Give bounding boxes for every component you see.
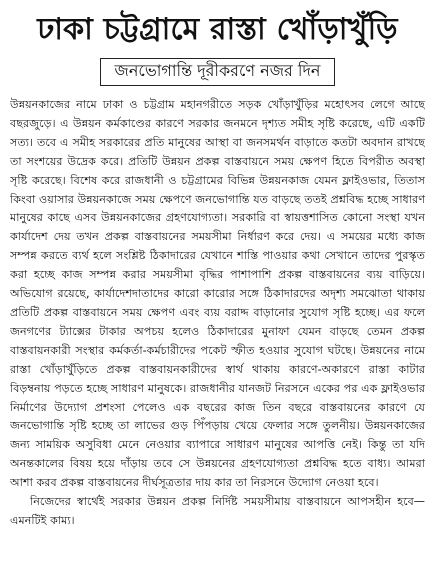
editorial-subheadline: জনভোগান্তি দূরীকরণে নজর দিন [100, 58, 336, 86]
body-paragraph: উন্নয়নকাজের নামে ঢাকা ও চট্টগ্রাম মহানগরীতে সড়ক খোঁড়াখুঁড়ির মহোৎসব লেগে আছে বছরজুড়ে। এ উন্নয়ন কর্মকাণ্ডের কারণে সরকার জনমনে দৃশ্যত সমীহ সৃষ্টি করেছে, এটি একটি সত্য। তবে এ সমীহ সরকারের প্রতি মানুষের আস্থা বা জনসমর্থন বাড়াতে কতটা অবদান রাখছে তা সংশয়ের উদ্রেক করে। প্রতিটি উন্নয়ন প্রকল্প বাস্তবায়নে সময় ক্ষেপণ হিতে বিপরীত অবস্থা সৃষ্টি করেছে। বিশেষ করে রাজধানী ও চট্টগ্রামের বিভিন্ন উন্নয়নকাজ যেমন ফ্লাইওভার, তিতাস কিংবা ওয়াসার উন্নয়নকাজে সময় ক্ষেপণে জনভোগান্তি যত বাড়ছে ততই প্রশ্নবিদ্ধ হচ্ছে সাধারণ মানুষের কাছে এসব উন্নয়নকাজের গ্রহণযোগ্যতা। সরকারি বা স্বায়ত্তশাসিত কোনো সংস্থা যখন কার্যাদেশ দেয় তখন প্রকল্প বাস্তবায়নের সময়সীমা নির্ধারণ করে দেয়। এ সময়ের মধ্যে কাজ সম্পন্ন করতে ব্যর্থ হলে সংশ্লিষ্ট ঠিকাদারের যেখানে শাস্তি পাওয়ার কথা সেখানে তাদের পুরস্কৃত করা হচ্ছে কাজ সম্পন্ন করার সময়সীমা বৃদ্ধির পাশাপাশি প্রকল্প বাস্তবায়নের ব্যয় বাড়িয়ে। অভিযোগ রয়েছে, কার্যাদেশদাতাদের কারো কারোর সঙ্গে ঠিকাদারদের অদৃশ্য সমঝোতা থাকায় প্রতিটি প্রকল্প বাস্তবায়নে সময় ক্ষেপণ এবং ব্যয় বরাদ্দ বাড়ানোর সুযোগ সৃষ্টি হচ্ছে। এর ফলে জনগণের ট্যাক্সের টাকার অপচয় হলেও ঠিকাদারের মুনাফা যেমন বাড়ছে তেমন প্রকল্প বাস্তবায়নকারী সংস্থার কর্মকর্তা-কর্মচারীদের পকেট স্ফীত হওয়ার সুযোগ ঘটছে। উন্নয়নের নামে রাস্তা খোঁড়াখুঁড়িতে প্রকল্প বাস্তবায়নকারীদের স্বার্থ থাকায় কারণে-অকারণে রাস্তা কাটার বিড়ম্বনায় পড়তে হচ্ছে সাধারণ মানুষকে। রাজধানীর যানজট নিরসনে একের পর এক ফ্লাইওভার নির্মাণের উদ্যোগ প্রশংসা পেলেও এক বছরের কাজ তিন বছরে বাস্তবায়নের কারণে যে জনভোগান্তি সৃষ্টি হচ্ছে তা লাভের গুড় পিঁপড়ায় খেয়ে ফেলার সঙ্গে তুলনীয়। উন্নয়নকাজের জন্য সাময়িক অসুবিধা মেনে নেওয়ার ব্যাপারে সাধারণ মানুষের আপত্তি নেই। কিন্তু তা যদি অনন্তকালের বিষয় হয়ে দাঁড়ায় তবে সে উন্নয়নের গ্রহণযোগ্যতা প্রশ্নবিদ্ধ হতে বাধ্য। আমরা আশা করব প্রকল্প বাস্তবায়নের দীর্ঘসূত্রতার দায় কার তা নিরসনে উদ্যোগ নেওয়া হবে। [10, 98, 425, 490]
subheadline-container [10, 58, 425, 86]
editorial-body [10, 96, 425, 550]
closing-paragraph: নিজেদের স্বার্থেই সরকার উন্নয়ন প্রকল্প নির্দিষ্ট সময়সীমায় বাস্তবায়নে আপসহীন হবে— এমনটিই কাম্য। [10, 495, 425, 527]
editorial-headline: ঢাকা চট্টগ্রামে রাস্তা খোঁড়াখুঁড়ি [37, 12, 398, 47]
